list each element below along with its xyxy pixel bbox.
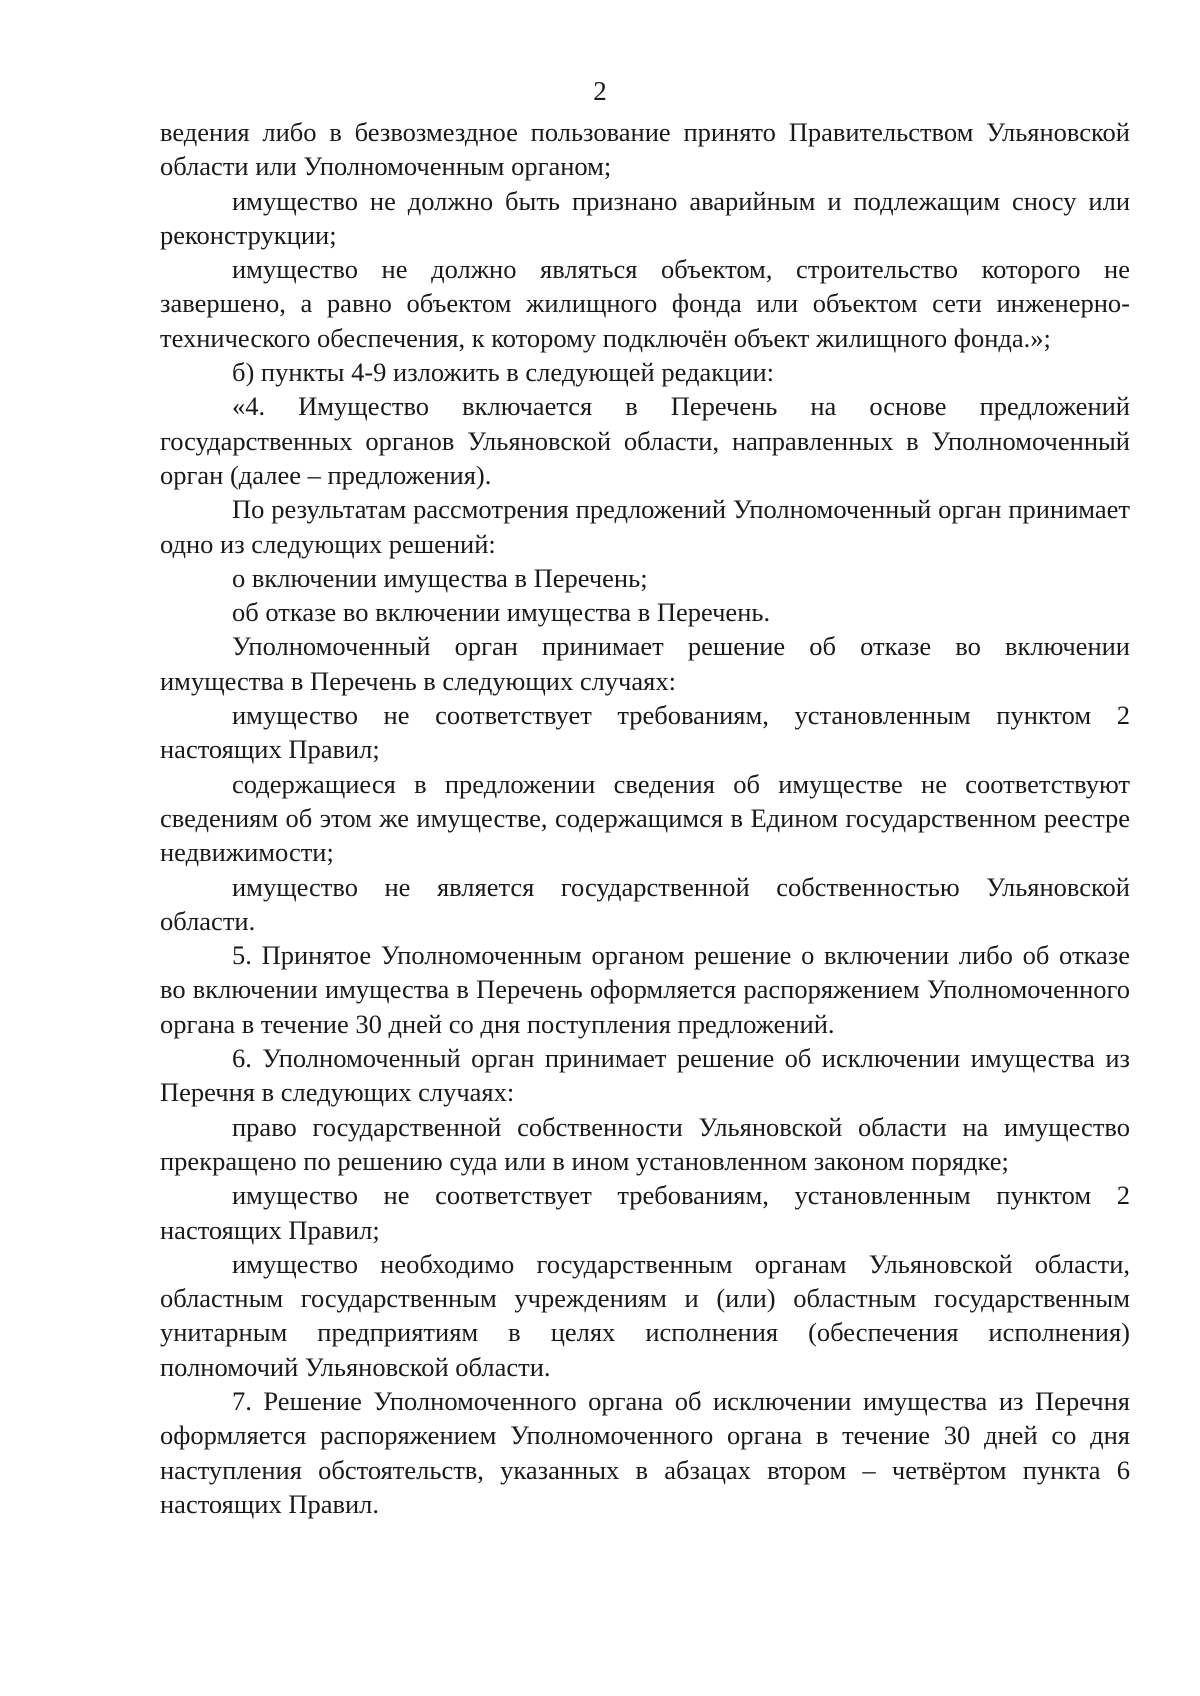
paragraph: 5. Принятое Уполномоченным органом решение о включении либо об отказе во включении имущества в Перечень оформляется распоряжением Уполномоченного органа в течение 30 дней со дня поступления предложений. — [160, 940, 1130, 1039]
paragraph: ведения либо в безвозмездное пользование принято Правительством Ульяновской области или Уполномоченным органом; — [160, 117, 1130, 182]
paragraph: о включении имущества в Перечень; — [232, 562, 648, 593]
paragraph: имущество необходимо государственным органам Ульяновской области, областным государственным учреждениям и (или) областным государственным унитарным предприятиям в целях исполнения (обеспечения исполнения) полномочий Ульяновской области. — [160, 1248, 1130, 1382]
paragraph: имущество не должно являться объектом, строительство которого не завершено, а равно объектом жилищного фонда или объектом сети инженерно-технического обеспечения, к которому подключён объект жилищного фонда.»; — [160, 254, 1130, 353]
paragraph: б) пункты 4-9 изложить в следующей редакции: — [232, 357, 775, 388]
paragraph: право государственной собственности Ульяновской области на имущество прекращено по решению суда или в ином установленном законом порядке; — [160, 1111, 1130, 1176]
paragraph: имущество не соответствует требованиям, установленным пунктом 2 настоящих Правил; — [160, 1180, 1130, 1245]
paragraph: имущество не должно быть признано аварийным и подлежащим сносу или реконструкции; — [160, 185, 1130, 250]
paragraph: имущество не соответствует требованиям, установленным пунктом 2 настоящих Правил; — [160, 700, 1130, 765]
page-number: 2 — [593, 76, 607, 106]
paragraph: имущество не является государственной собственностью Ульяновской области. — [160, 871, 1130, 936]
paragraph: содержащиеся в предложении сведения об имуществе не соответствуют сведениям об этом же имуществе, содержащимся в Едином государственном реестре недвижимости; — [160, 768, 1130, 868]
paragraph: «4. Имущество включается в Перечень на основе предложений государственных органов Ульяновской области, направленных в Уполномоченный орган (далее – предложения). — [160, 391, 1130, 490]
paragraph: Уполномоченный орган принимает решение об отказе во включении имущества в Перечень в следующих случаях: — [160, 631, 1130, 696]
paragraph: 7. Решение Уполномоченного органа об исключении имущества из Перечня оформляется распоряжением Уполномоченного органа в течение 30 дней со дня наступления обстоятельств, указанных в абзацах втором – четвёртом пункта 6 настоящих Правил. — [160, 1385, 1130, 1519]
paragraph: 6. Уполномоченный орган принимает решение об исключении имущества из Перечня в следующих случаях: — [160, 1043, 1130, 1108]
paragraph: По результатам рассмотрения предложений Уполномоченный орган принимает одно из следующих решений: — [160, 494, 1130, 559]
document-body — [160, 115, 1130, 1521]
paragraph: об отказе во включении имущества в Перечень. — [232, 597, 771, 628]
